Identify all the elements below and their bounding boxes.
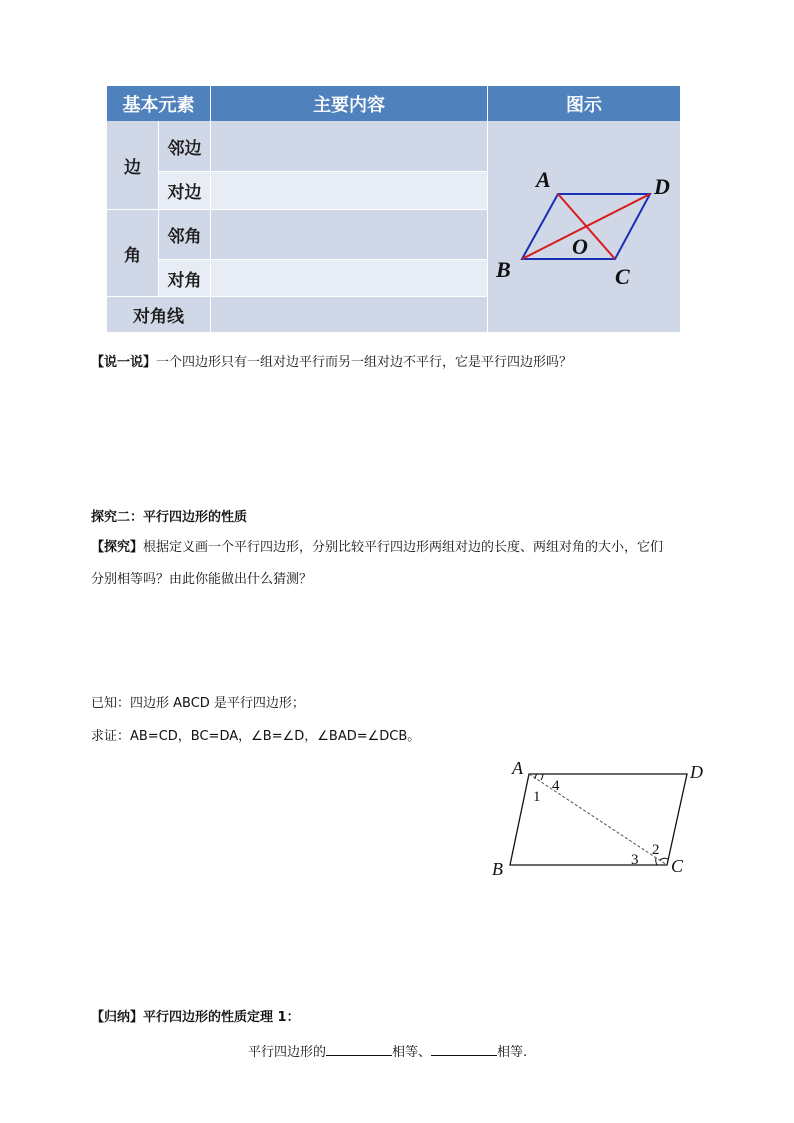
proof-angle-label-2: 2 <box>652 842 660 858</box>
explore2-line1 <box>91 538 663 558</box>
summary-label: 【归纳】 <box>91 1010 144 1025</box>
proof-angle-label-3: 3 <box>631 852 639 868</box>
content-adjacent-angle <box>211 209 488 260</box>
label-d: D <box>654 174 670 199</box>
angle-arc-3 <box>656 858 657 865</box>
label-a: A <box>536 167 551 192</box>
proof-parallelogram-outline <box>510 774 687 865</box>
header-basic-elements: 基本元素 <box>107 86 211 121</box>
header-main-content: 主要内容 <box>211 86 488 121</box>
elements-table <box>107 86 680 332</box>
header-illustration: 图示 <box>488 86 680 121</box>
summary-prefix: 平行四边形的 <box>248 1045 327 1060</box>
prove-statement: 求证：AB=CD，BC=DA，∠B=∠D，∠BAD=∠DCB。 <box>91 729 421 744</box>
explore2-line1-text: 根据定义画一个平行四边形，分别比较平行四边形两组对边的长度、两组对角的大小，它们 <box>143 540 664 555</box>
content-diagonal <box>211 296 488 332</box>
content-opposite-edge <box>211 172 488 209</box>
proof-angle-label-4: 4 <box>552 778 560 794</box>
explore2-line2: 分别相等吗？由此你能做出什么猜测？ <box>91 572 313 587</box>
explore2-label: 【探究】 <box>91 540 144 555</box>
angle-arc-2 <box>660 858 668 860</box>
parallelogram-figure <box>488 121 680 332</box>
row-label-edge: 边 <box>107 121 159 209</box>
content-adjacent-edge <box>211 121 488 172</box>
proof-parallelogram-figure <box>485 752 730 882</box>
summary-middle: 相等、 <box>392 1045 432 1060</box>
proof-label-a: A <box>512 758 523 778</box>
figure-cell <box>488 121 680 332</box>
content-opposite-angle <box>211 260 488 296</box>
shuo-paragraph <box>91 353 572 373</box>
angle-arc-1 <box>535 774 537 779</box>
proof-label-b: B <box>492 859 503 879</box>
proof-angle-label-1: 1 <box>533 789 541 805</box>
row-label-adjacent-edge: 邻边 <box>159 121 211 172</box>
shuo-text: 一个四边形只有一组对边平行而另一组对边不平行，它是平行四边形吗？ <box>156 355 573 370</box>
proof-label-d: D <box>690 762 703 782</box>
row-label-angle: 角 <box>107 209 159 296</box>
blank-1[interactable] <box>326 1041 392 1056</box>
label-b: B <box>496 257 511 282</box>
row-label-diagonal: 对角线 <box>107 296 211 332</box>
shuo-label: 【说一说】 <box>91 355 157 370</box>
summary-fill-line <box>248 1041 527 1063</box>
label-c: C <box>615 264 630 289</box>
summary-title: 平行四边形的性质定理 1： <box>143 1010 300 1025</box>
explore2-title: 探究二：平行四边形的性质 <box>91 510 248 525</box>
proof-label-c: C <box>671 856 684 876</box>
blank-2[interactable] <box>431 1041 497 1056</box>
summary-suffix: 相等. <box>497 1045 528 1060</box>
row-label-opposite-edge: 对边 <box>159 172 211 209</box>
summary-heading <box>91 1008 300 1028</box>
row-label-adjacent-angle: 邻角 <box>159 209 211 260</box>
proof-diagonal-ac <box>529 774 667 865</box>
given-statement: 已知：四边形 ABCD 是平行四边形； <box>91 696 305 711</box>
label-o: O <box>572 234 588 259</box>
row-label-opposite-angle: 对角 <box>159 260 211 296</box>
angle-arc-4 <box>541 774 543 780</box>
